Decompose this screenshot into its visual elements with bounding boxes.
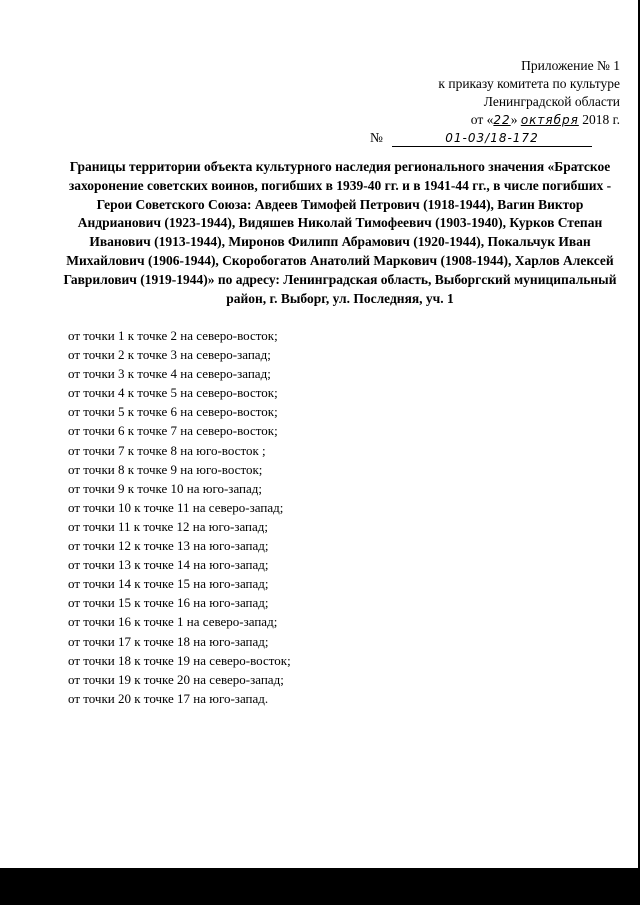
segment-item: от точки 4 к точке 5 на северо-восток; (68, 385, 278, 401)
segment-item: от точки 7 к точке 8 на юго-восток ; (68, 442, 266, 458)
number-sign: № (370, 130, 383, 145)
segment-item: от точки 13 к точке 14 на юго-запад; (68, 557, 269, 573)
segment-item: от точки 2 к точке 3 на северо-запад; (68, 347, 271, 363)
segment-item: от точки 6 к точке 7 на северо-восток; (68, 423, 278, 439)
order-date (300, 111, 620, 129)
segment-item: от точки 10 к точке 11 на северо-запад; (68, 499, 284, 515)
appendix-header (300, 57, 620, 147)
segment-item: от точки 15 к точке 16 на юго-запад; (68, 595, 269, 611)
order-number (300, 129, 620, 147)
boundary-segment-list (68, 326, 291, 708)
date-day: 22 (493, 113, 511, 127)
scan-edge-bottom (0, 868, 640, 905)
segment-item: от точки 19 к точке 20 на северо-запад; (68, 671, 284, 687)
order-reference: к приказу комитета по культуре (438, 76, 620, 91)
segment-item: от точки 11 к точке 12 на юго-запад; (68, 518, 269, 534)
date-prefix: от « (470, 112, 494, 127)
number-value: 01-03/18-172 (392, 130, 592, 147)
segment-item: от точки 17 к точке 18 на юго-запад; (68, 633, 269, 649)
segment-item: от точки 16 к точке 1 на северо-запад; (68, 614, 278, 630)
appendix-label: Приложение № 1 (521, 58, 620, 73)
date-year: 2018 г. (578, 112, 620, 127)
segment-item: от точки 3 к точке 4 на северо-запад; (68, 366, 271, 382)
segment-item: от точки 9 к точке 10 на юго-запад; (68, 480, 262, 496)
date-month: октября (520, 113, 579, 127)
segment-item: от точки 18 к точке 19 на северо-восток; (68, 652, 291, 668)
segment-item: от точки 12 к точке 13 на юго-запад; (68, 538, 269, 554)
segment-item: от точки 8 к точке 9 на юго-восток; (68, 461, 263, 477)
segment-item: от точки 20 к точке 17 на юго-запад. (68, 690, 269, 706)
date-mid: » (510, 112, 518, 127)
region-name: Ленинградской области (483, 94, 620, 109)
segment-item: от точки 1 к точке 2 на северо-восток; (68, 328, 278, 343)
document-title: Границы территории объекта культурного наследия регионального значения «Братское захоронение советских воинов, погибших в 1939-40 гг. и в 1941-44 гг., в числе погибших - Герои Советского Союза: Авдеев Тимофей Петрович (1918-1944), Вагин Виктор Андрианович (1923-1944), Видяшев Николай Тимофеевич (1903-1940), Курков Степан Иванович (1913-1944), Миронов Филипп Абрамович (1920-1944), Покальчук Иван Михайлович (1906-1944), Скоробогатов Анатолий Маркович (1908-1944), Харлов Алексей Гаврилович (1919-1944)» по адресу: Ленинградская область, Выборгский муниципальный район, г. Выборг, ул. Последняя, уч. 1 (63, 159, 617, 306)
segment-item: от точки 14 к точке 15 на юго-запад; (68, 576, 269, 592)
segment-item: от точки 5 к точке 6 на северо-восток; (68, 404, 278, 420)
